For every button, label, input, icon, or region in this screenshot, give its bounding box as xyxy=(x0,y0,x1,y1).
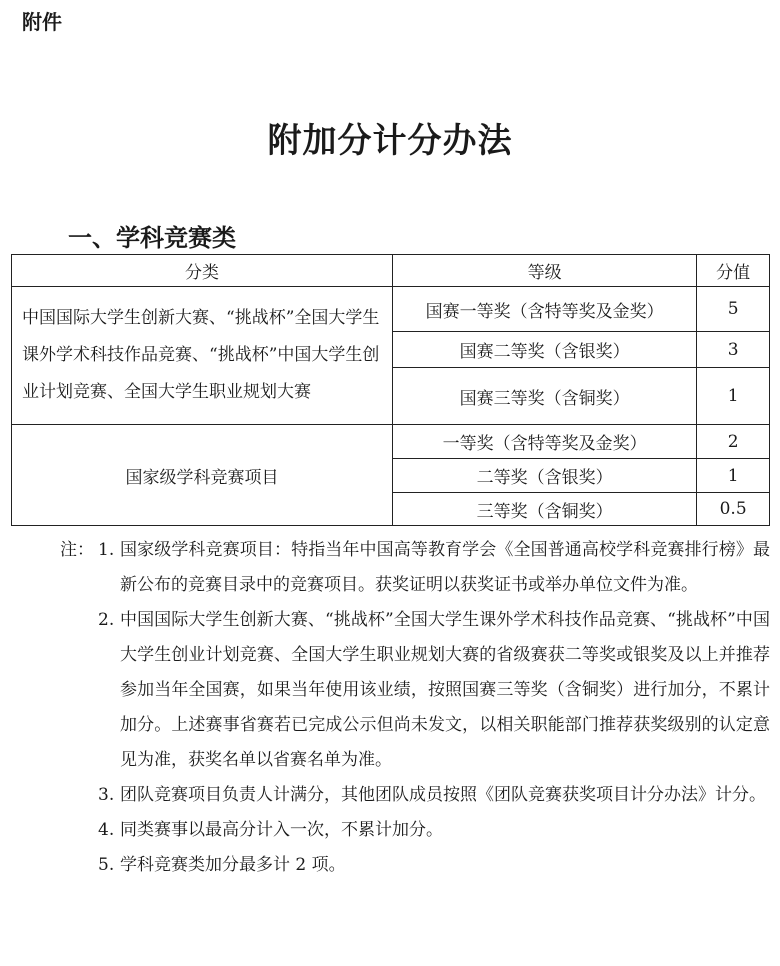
note-item xyxy=(60,533,770,603)
score-cell: 5 xyxy=(697,287,770,332)
score-cell: 2 xyxy=(697,425,770,459)
table-row xyxy=(12,287,770,332)
attachment-label: 附件 xyxy=(22,10,62,34)
score-cell: 0.5 xyxy=(697,493,770,526)
header-score: 分值 xyxy=(697,255,770,287)
level-cell: 国赛一等奖（含特等奖及金奖） xyxy=(393,287,697,332)
level-cell: 一等奖（含特等奖及金奖） xyxy=(393,425,697,459)
note-item xyxy=(60,848,770,883)
note-item xyxy=(60,603,770,778)
section-heading: 一、学科竞赛类 xyxy=(68,224,236,252)
level-cell: 三等奖（含铜奖） xyxy=(393,493,697,526)
score-cell: 3 xyxy=(697,332,770,368)
note-text: 学科竞赛类加分最多计 2 项。 xyxy=(120,855,346,875)
level-cell: 二等奖（含银奖） xyxy=(393,459,697,493)
note-number: 4. xyxy=(98,820,115,840)
score-table xyxy=(11,254,770,526)
note-text: 中国国际大学生创新大赛、“挑战杯”全国大学生课外学术科技作品竞赛、“挑战杯”中国大学生创业计划竞赛、全国大学生职业规划大赛的省级赛获二等奖或银奖及以上并推荐参加当年全国赛，如果当年使用该业绩，按照国赛三等奖（含铜奖）进行加分，不累计加分。上述赛事省赛若已完成公示但尚未发文，以相关职能部门推荐获奖级别的认定意见为准，获奖名单以省赛名单为准。 xyxy=(120,610,770,770)
note-number: 2. xyxy=(98,610,115,630)
category-cell: 中国国际大学生创新大赛、“挑战杯”全国大学生课外学术科技作品竞赛、“挑战杯”中国大学生创业计划竞赛、全国大学生职业规划大赛 xyxy=(12,287,393,425)
table-row xyxy=(12,425,770,459)
page-title: 附加分计分办法 xyxy=(267,121,513,161)
level-cell: 国赛三等奖（含铜奖） xyxy=(393,368,697,425)
note-number: 5. xyxy=(98,855,115,875)
score-cell: 1 xyxy=(697,459,770,493)
score-cell: 1 xyxy=(697,368,770,425)
note-text: 同类赛事以最高分计入一次，不累计加分。 xyxy=(120,820,443,840)
header-category: 分类 xyxy=(12,255,393,287)
note-item xyxy=(60,813,770,848)
table-header-row xyxy=(12,255,770,287)
header-level: 等级 xyxy=(393,255,697,287)
notes-prefix: 注： xyxy=(60,540,94,560)
level-cell: 国赛二等奖（含银奖） xyxy=(393,332,697,368)
notes-section xyxy=(60,533,770,883)
note-number: 3. xyxy=(98,785,115,805)
note-text: 国家级学科竞赛项目：特指当年中国高等教育学会《全国普通高校学科竞赛排行榜》最新公布的竞赛目录中的竞赛项目。获奖证明以获奖证书或举办单位文件为准。 xyxy=(120,540,770,595)
note-item xyxy=(60,778,770,813)
category-cell: 国家级学科竞赛项目 xyxy=(12,425,393,526)
note-text: 团队竞赛项目负责人计满分，其他团队成员按照《团队竞赛获奖项目计分办法》计分。 xyxy=(120,785,766,805)
note-number: 1. xyxy=(98,540,115,560)
